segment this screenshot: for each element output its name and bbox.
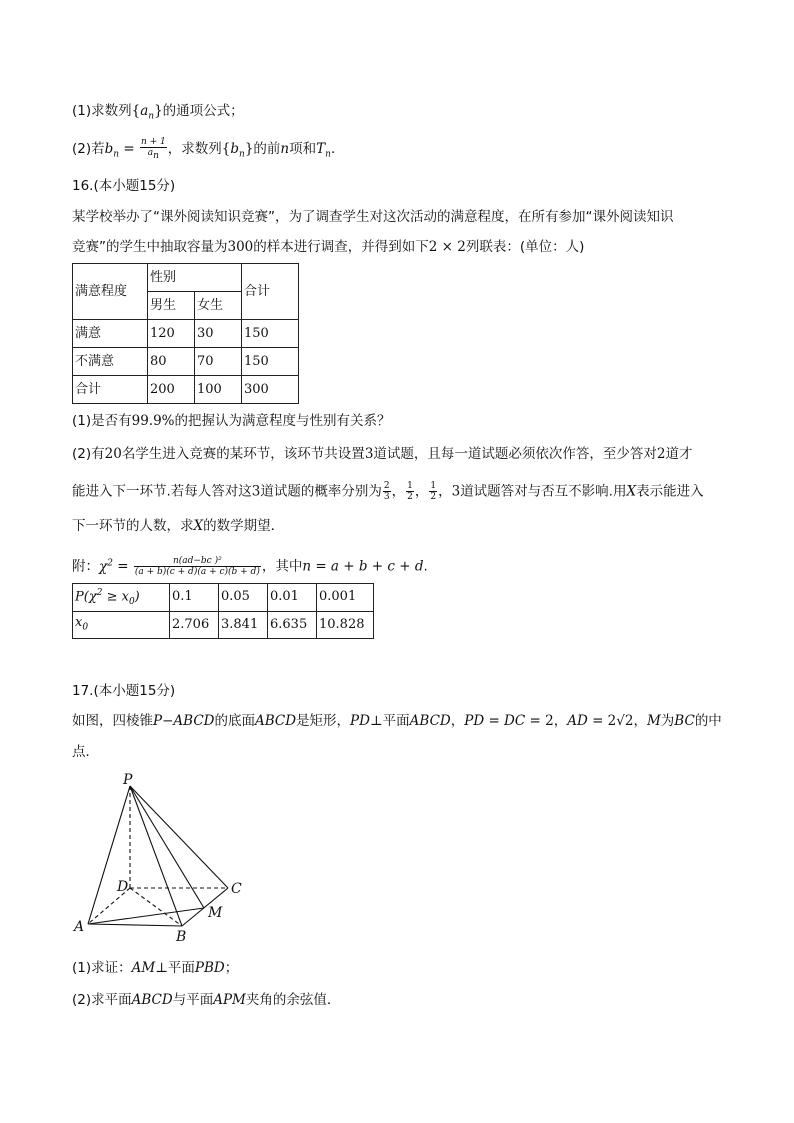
q15-part1: (1)求数列$\{a_n\}$的通项公式； <box>72 103 244 122</box>
chi-square-fraction: $\frac{\text{n(ad−bc )²}}{(a + b)(c + d)(a + c)(b + d)}$ <box>134 556 260 577</box>
edge-AB <box>88 924 182 926</box>
chi-square-formula: 附：$\chi^2$ = $\frac{\text{n(ad−bc )²}}{(a + b)(c + d)(a + c)(b + d)}$ ，其中n = a + b + c + d. <box>72 556 428 577</box>
q16-part2-line3: 下一环节的人数，求X的数学期望． <box>72 518 285 534</box>
pyramid-figure <box>70 768 250 948</box>
q15-part2: (2)若$b_n$ = $\frac{n + 1}{a_n}$ ，求数列$\{b_n\}$的前n项和$T_n$. <box>72 137 336 161</box>
q17-header: 17.(本小题15分) <box>72 683 176 699</box>
edge-DB <box>130 888 182 926</box>
q16-intro-line2: 竞赛”的学生中抽取容量为300的样本进行调查，并得到如下2 × 2列联表：(单位：人) <box>72 239 585 255</box>
table-row: 满意 120 30 150 <box>73 320 299 348</box>
q16-header: 16.(本小题15分) <box>72 178 176 194</box>
table-total-header: 合计 <box>242 264 299 320</box>
label-B: B <box>176 929 187 945</box>
fraction-n-plus-1-over-an: $\frac{n + 1}{a_n}$ <box>140 137 166 161</box>
table-female-header: 女生 <box>195 292 242 320</box>
label-M: M <box>208 905 223 921</box>
table-male-header: 男生 <box>148 292 195 320</box>
table-row: 不满意 80 70 150 <box>73 348 299 376</box>
label-D: D <box>117 879 129 895</box>
q17-line1: 如图，四棱锥P−ABCD的底面ABCD是矩形，PD⊥平面ABCD，PD = DC = 2，AD = 2√2，M为BC的中 <box>72 713 722 729</box>
contingency-table <box>72 263 299 404</box>
label-P: P <box>123 772 133 788</box>
table-row: $x_0$ 2.706 3.841 6.635 10.828 <box>73 611 374 638</box>
edge-PB <box>130 786 182 926</box>
q16-part1: (1)是否有99.9%的把握认为满意程度与性别有关系？ <box>72 413 391 429</box>
q16-part2-line2: 能进入下一环节.若每人答对这3道试题的概率分别为 $\frac{2}{3}$ ， $\frac{1}{2}$ ， $\frac{1}{2}$ ，3道试题答对与否互不影响.用X表示能进入 <box>72 481 704 502</box>
label-A: A <box>74 919 85 935</box>
q16-part2-line1: (2)有20名学生进入竞赛的某环节，该环节共设置3道试题，且每一道试题必须依次作答，至少答对2道才 <box>72 446 693 462</box>
q17-part2: (2)求平面ABCD与平面APM夹角的余弦值． <box>72 992 341 1008</box>
table-row: $P(\chi^2 \ge x_0)$ 0.1 0.05 0.01 0.001 <box>73 584 374 612</box>
critical-value-table <box>72 583 374 639</box>
q17-line2: 点． <box>72 744 99 760</box>
edge-PC <box>130 786 228 888</box>
q16-intro-line1: 某学校举办了“课外阅读知识竞赛”，为了调查学生对这次活动的满意程度，在所有参加“课外阅读知识 <box>72 209 674 225</box>
table-row: 合计 200 100 300 <box>73 376 299 404</box>
q17-part1: (1)求证：AM⊥平面PBD； <box>72 960 239 976</box>
label-C: C <box>231 881 242 897</box>
table-corner: 满意程度 <box>73 264 148 320</box>
fraction-one-half: $\frac{1}{2}$ <box>430 481 437 502</box>
edge-PA <box>88 786 130 924</box>
table-gender-header: 性别 <box>148 264 242 292</box>
fraction-one-half: $\frac{1}{2}$ <box>407 481 413 502</box>
fraction-two-thirds: $\frac{2}{3}$ <box>383 481 390 502</box>
edge-PM <box>130 786 204 908</box>
